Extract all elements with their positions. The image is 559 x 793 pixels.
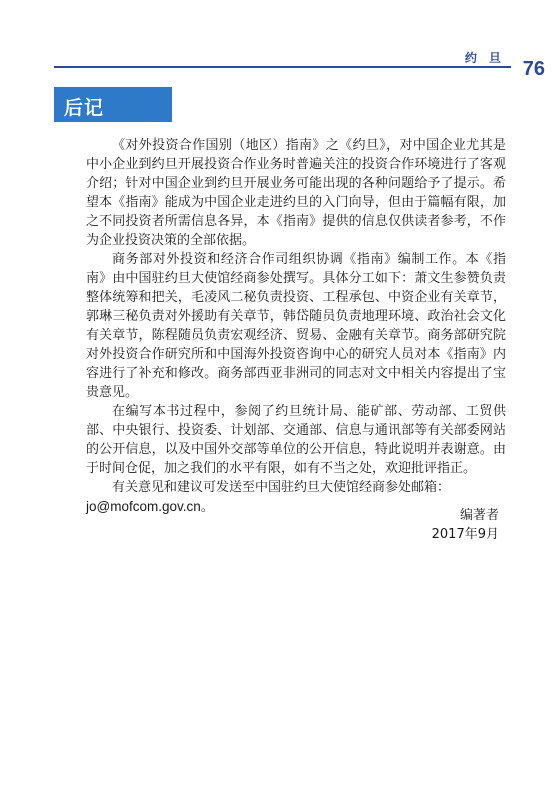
signature-block bbox=[432, 506, 499, 544]
paragraph-sources: 在编写本书过程中，参阅了约旦统计局、能矿部、劳动部、工贸供部、中央银行、投资委、计划部、交通部、信息与通讯部等有关部委网站的公开信息，以及中国外交部等单位的公开信息，特此说明并表谢意。由于时间仓促，加之我们的水平有限，如有不当之处，欢迎批评指正。 bbox=[86, 404, 506, 476]
signature-date: 2017年9月 bbox=[431, 527, 499, 542]
paragraph-authors: 商务部对外投资和经济合作司组织协调《指南》编制工作。本《指南》由中国驻约旦大使馆经商参处撰写。具体分工如下：萧文生参赞负责整体统筹和把关，毛凌风二秘负责投资、工程承包、中资企业有关章节，郭琳三秘负责对外援助有关章节，韩岱随员负责地理环境、政治社会文化有关章节，陈程随员负责宏观经济、贸易、金融有关章节。商务部研究院对外投资合作研究所和中国海外投资咨询中心的研究人员对本《指南》内容进行了补充和修改。商务部西亚非洲司的同志对文中相关内容提出了宝贵意见。 bbox=[86, 252, 506, 400]
paragraph-contact: 有关意见和建议可发送至中国驻约旦大使馆经商参处邮箱： bbox=[112, 480, 451, 495]
contact-email[interactable]: jo@mofcom.gov.cn。 bbox=[86, 499, 215, 514]
signature-author: 编著者 bbox=[459, 508, 499, 523]
body-text bbox=[86, 136, 506, 516]
section-label: 约 旦 bbox=[464, 51, 505, 65]
header-rule bbox=[54, 66, 511, 68]
page-number: 76 bbox=[522, 58, 545, 80]
title-banner bbox=[54, 87, 172, 122]
page-title: 后记 bbox=[64, 97, 105, 119]
paragraph-intro: 《对外投资合作国别（地区）指南》之《约旦》，对中国企业尤其是中小企业到约旦开展投资合作业务时普遍关注的投资合作环境进行了客观介绍；针对中国企业到约旦开展业务可能出现的各种问题给予了提示。希望本《指南》能成为中国企业走进约旦的入门向导，但由于篇幅有限，加之不同投资者所需信息各异，本《指南》提供的信息仅供读者参考，不作为企业投资决策的全部依据。 bbox=[86, 138, 506, 248]
